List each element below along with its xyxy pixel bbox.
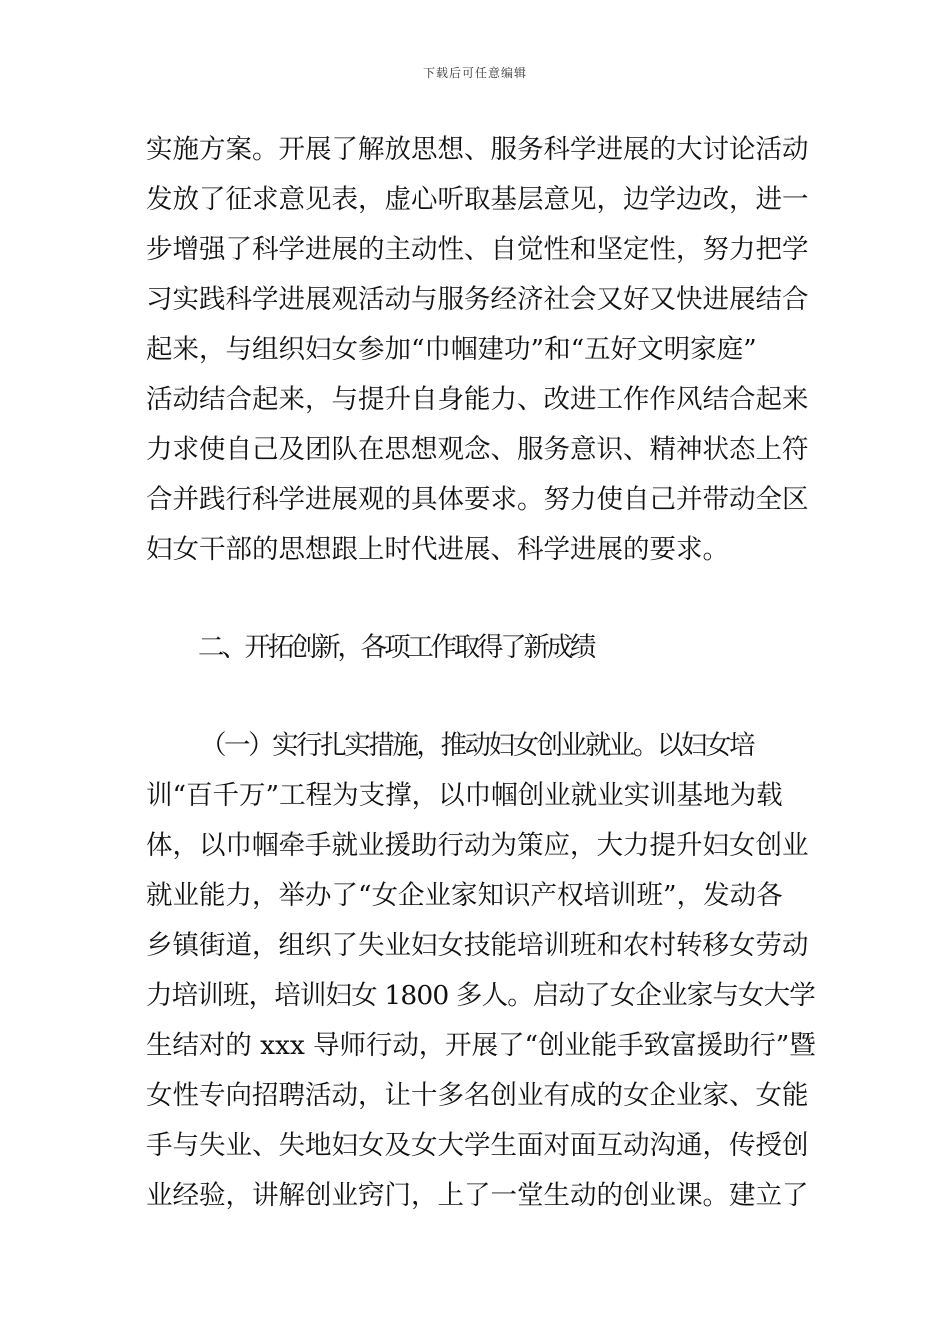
page-header: 下载后可任意编辑 <box>422 66 527 80</box>
text-line: 合并践行科学进展观的具体要求。努力使自己并带动全区 <box>146 484 809 515</box>
text-line: 女性专向招聘活动，让十多名创业有成的女企业家、女能 <box>146 1080 809 1111</box>
text-line: 乡镇街道，组织了失业妇女技能培训班和农村转移女劳动 <box>146 930 809 961</box>
text-line: 实施方案。开展了解放思想、服务科学进展的大讨论活动 <box>146 134 809 165</box>
section-heading: 二、开拓创新，各项工作取得了新成绩 <box>198 632 594 663</box>
text-line: 习实践科学进展观活动与服务经济社会又好又快进展结合 <box>146 284 809 315</box>
text-line: 活动结合起来，与提升自身能力、改进工作作风结合起来 <box>146 384 809 415</box>
text-line: 训“百千万”工程为支撑，以巾帼创业就业实训基地为载 <box>146 780 783 811</box>
text-line: 体，以巾帼牵手就业援助行动为策应，大力提升妇女创业 <box>146 830 809 861</box>
text-line: 起来，与组织妇女参加“巾帼建功”和“五好文明家庭” <box>146 334 757 365</box>
text-line: 妇女干部的思想跟上时代进展、科学进展的要求。 <box>146 534 729 565</box>
text-line: 手与失业、失地妇女及女大学生面对面互动沟通，传授创 <box>146 1130 809 1161</box>
text-line: 力培训班，培训妇女 1800 多人。启动了女企业家与女大学 <box>146 980 815 1011</box>
text-line: 生结对的 xxx 导师行动，开展了“创业能手致富援助行”暨 <box>146 1030 816 1061</box>
text-line: 步增强了科学进展的主动性、自觉性和坚定性，努力把学 <box>146 234 809 265</box>
text-line: 力求使自己及团队在思想观念、服务意识、精神状态上符 <box>146 434 809 465</box>
text-line: （一）实行扎实措施，推动妇女创业就业。以妇女培 <box>200 730 754 761</box>
text-line: 发放了征求意见表，虚心听取基层意见，边学边改，进一 <box>146 184 809 215</box>
text-line: 业经验，讲解创业窍门，上了一堂生动的创业课。建立了 <box>146 1180 809 1211</box>
text-line: 就业能力，举办了“女企业家知识产权培训班”，发动各 <box>146 880 783 911</box>
